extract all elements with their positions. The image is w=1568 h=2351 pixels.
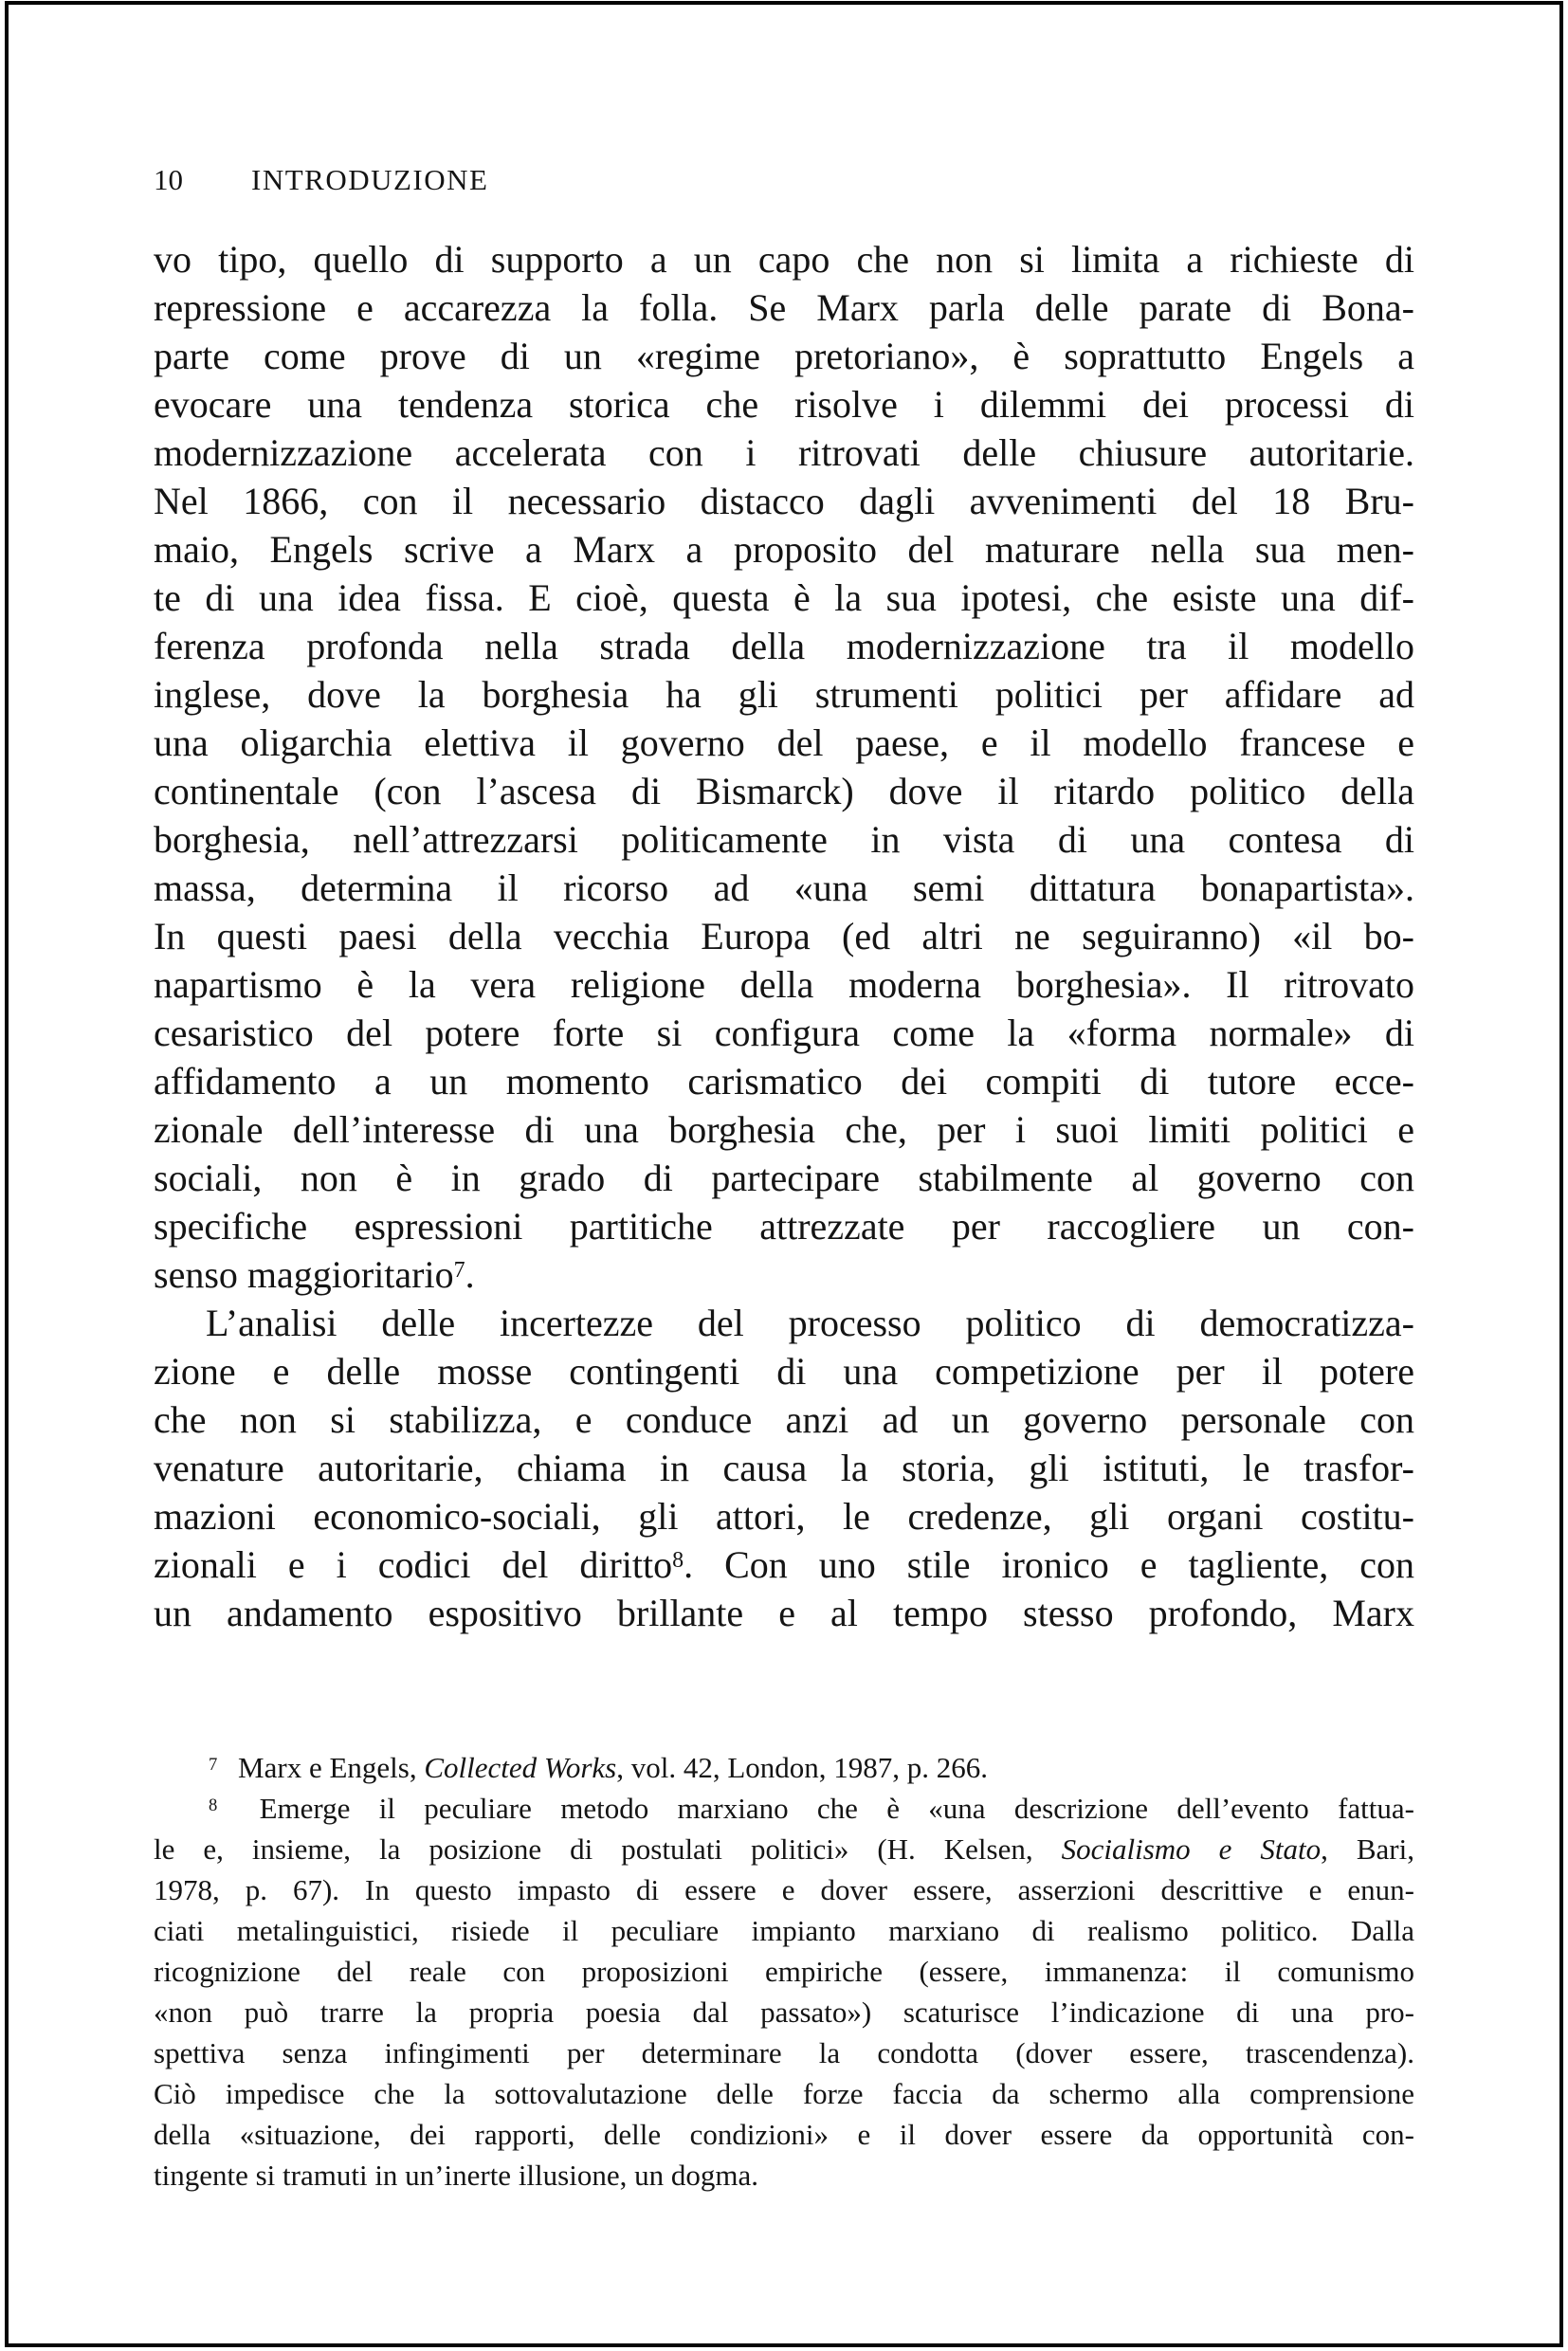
- body-text-line: modernizzazione accelerata con i ritrovati delle chiusure autoritarie.: [154, 431, 1414, 474]
- footnote-text-line: le e, insieme, la posizione di postulati politici» (H. Kelsen, Socialismo e Stato, Bari,: [154, 1832, 1414, 1866]
- body-text-line: Nel 1866, con il necessario distacco dagli avvenimenti del 18 Bru-: [154, 480, 1414, 522]
- body-text-line: napartismo è la vera religione della moderna borghesia». Il ritrovato: [154, 963, 1414, 1006]
- body-text-line: vo tipo, quello di supporto a un capo che non si limita a richieste di: [154, 238, 1414, 281]
- footnote-reference-superscript: 8: [672, 1548, 684, 1574]
- footnote-text-line: della «situazione, dei rapporti, delle condizioni» e il dover essere da opportunità con-: [154, 2118, 1414, 2151]
- body-text-line: In questi paesi della vecchia Europa (ed altri ne seguiranno) «il bo-: [154, 915, 1414, 957]
- footnote-reference-superscript: 8: [209, 1795, 218, 1815]
- body-text-line: sociali, non è in grado di partecipare stabilmente al governo con: [154, 1157, 1414, 1199]
- body-text-line: maio, Engels scrive a Marx a proposito del maturare nella sua men-: [154, 528, 1414, 571]
- body-text-line: continentale (con l’ascesa di Bismarck) dove il ritardo politico della: [154, 770, 1414, 812]
- body-text-line: specifiche espressioni partitiche attrezzate per raccogliere un con-: [154, 1205, 1414, 1248]
- body-text-line: zionali e i codici del diritto$^8$. Con uno stile ironico e tagliente, con: [154, 1543, 1414, 1586]
- footnote-text-line: Ciò impedisce che la sottovalutazione delle forze faccia da schermo alla comprensione: [154, 2077, 1414, 2110]
- body-text-line: inglese, dove la borghesia ha gli strumenti politici per affidare ad: [154, 673, 1414, 716]
- footnote-text-line: $^7$ Marx e Engels, Collected Works, vol. 42, London, 1987, p. 266.: [209, 1751, 989, 1784]
- body-text-line: L’analisi delle incertezze del processo politico di democratizza-: [206, 1302, 1414, 1344]
- body-text-line: parte come prove di un «regime pretoriano», è soprattutto Engels a: [154, 335, 1414, 377]
- body-text-line: ferenza profonda nella strada della modernizzazione tra il modello: [154, 625, 1414, 667]
- body-text-line: massa, determina il ricorso ad «una semi dittatura bonapartista».: [154, 866, 1414, 909]
- body-text-line: un andamento espositivo brillante e al tempo stesso profondo, Marx: [154, 1592, 1414, 1634]
- footnote-text-line: «non può trarre la propria poesia dal passato») scaturisce l’indicazione di una pro-: [154, 1996, 1414, 2029]
- running-head: INTRODUZIONE: [251, 163, 489, 196]
- body-text-line: cesaristico del potere forte si configura come la «forma normale» di: [154, 1011, 1414, 1054]
- page-number: 10: [154, 163, 183, 196]
- body-text-line: mazioni economico-sociali, gli attori, le credenze, gli organi costitu-: [154, 1495, 1414, 1538]
- footnote-text-line: $^8$ Emerge il peculiare metodo marxiano che è «una descrizione dell’evento fattua-: [209, 1792, 1414, 1825]
- body-text-line: te di una idea fissa. E cioè, questa è la sua ipotesi, che esiste una dif-: [154, 576, 1414, 619]
- footnote-text-line: 1978, p. 67). In questo impasto di essere e dover essere, asserzioni descrittive e enun-: [154, 1873, 1414, 1906]
- footnote-text-line: tingente si tramuti in un’inerte illusione, un dogma.: [154, 2159, 758, 2192]
- body-text-line: zione e delle mosse contingenti di una competizione per il potere: [154, 1350, 1414, 1393]
- body-text-line: che non si stabilizza, e conduce anzi ad un governo personale con: [154, 1398, 1414, 1441]
- body-text-line: evocare una tendenza storica che risolve i dilemmi dei processi di: [154, 383, 1414, 426]
- footnote-text-line: spettiva senza infingimenti per determinare la condotta (dover essere, trascendenza).: [154, 2036, 1414, 2069]
- footnotes: [154, 1747, 1414, 2196]
- body-text-line: una oligarchia elettiva il governo del paese, e il modello francese e: [154, 721, 1414, 764]
- footnote-text-line: ciati metalinguistici, risiede il peculiare impianto marxiano di realismo politico. Dalla: [154, 1914, 1414, 1947]
- body-text-line: borghesia, nell’attrezzarsi politicamente in vista di una contesa di: [154, 818, 1414, 861]
- body-text: [154, 235, 1414, 1637]
- body-text-line: zionale dell’interesse di una borghesia che, per i suoi limiti politici e: [154, 1108, 1414, 1151]
- body-text-line: affidamento a un momento carismatico dei compiti di tutore ecce-: [154, 1060, 1414, 1103]
- page-header: [154, 161, 1414, 199]
- body-text-line: venature autoritarie, chiama in causa la storia, gli istituti, le trasfor-: [154, 1447, 1414, 1489]
- footnote-reference-superscript: 7: [453, 1258, 465, 1284]
- footnote-text-line: ricognizione del reale con proposizioni empiriche (essere, immanenza: il comunismo: [154, 1955, 1414, 1988]
- body-text-line: repressione e accarezza la folla. Se Marx parla delle parate di Bona-: [154, 286, 1414, 329]
- body-text-line: senso maggioritario$^7$.: [154, 1253, 475, 1296]
- footnote-reference-superscript: 7: [209, 1754, 218, 1775]
